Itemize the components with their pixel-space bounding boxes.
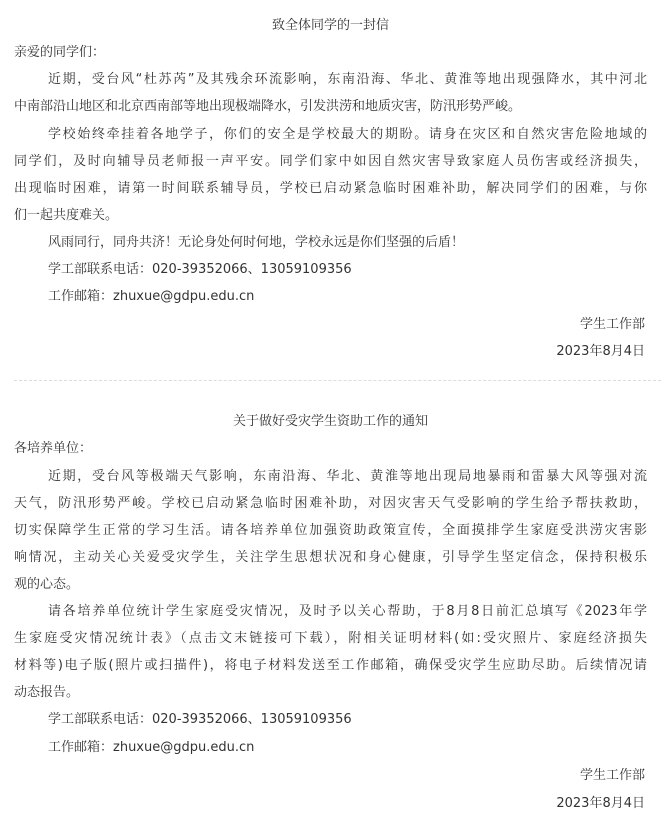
letter-p2-line2: 同学们，及时向辅导员老师报一声平安。同学们家中如因自然灾害导致家庭人员伤害或经济损失，	[14, 154, 647, 169]
section-divider	[14, 380, 661, 381]
notice-p2-line1: 请各培养单位统计学生家庭受灾情况，及时予以关心帮助，于8月8日前汇总填写《2023年学	[48, 604, 647, 619]
notice-signature: 学生工作部	[579, 768, 645, 783]
letter-p2-line3: 出现临时困难，请第一时间联系辅导员，学校已启动紧急临时困难补助，解决同学们的困难，与你	[14, 181, 647, 196]
letter-signature: 学生工作部	[579, 317, 645, 332]
notice-title: 关于做好受灾学生资助工作的通知	[232, 414, 428, 429]
notice-p2-line2: 生家庭受灾情况统计表》（点击文末链接可下载），附相关证明材料(如:受灾照片、家庭经济损失	[14, 631, 647, 646]
notice-salutation: 各培养单位：	[14, 441, 93, 456]
notice-p1-line4: 响情况，主动关心关爱受灾学生，关注学生思想状况和身心健康，引导学生坚定信念，保持积极乐	[14, 550, 647, 565]
letter-title: 致全体同学的一封信	[271, 18, 389, 33]
letter-date: 2023年8月4日	[556, 344, 645, 359]
letter-p2-line4: 们一起共度难关。	[14, 208, 119, 223]
notice-p2-line4: 动态报告。	[14, 685, 80, 700]
notice-p1-line2: 天气，防汛形势严峻。学校已启动紧急临时困难补助，对因灾害天气受影响的学生给予帮扶救助，	[14, 496, 647, 511]
notice-email: 工作邮箱：zhuxue@gdpu.edu.cn	[48, 740, 255, 755]
letter-p1-line1: 近期，受台风“杜苏芮”及其残余环流影响，东南沿海、华北、黄淮等地出现强降水，其中河北	[48, 72, 647, 87]
notice-p1-line3: 切实保障学生正常的学习生活。请各培养单位加强资助政策宣传，全面摸排学生家庭受洪涝灾害影	[14, 523, 647, 538]
letter-salutation: 亲爱的同学们：	[14, 45, 106, 60]
letter-email: 工作邮箱：zhuxue@gdpu.edu.cn	[48, 289, 255, 304]
notice-p2-line3: 材料等)电子版(照片或扫描件)，将电子材料发送至工作邮箱，确保受灾学生应助尽助。后续情况请	[14, 658, 647, 673]
notice-p1-line1: 近期，受台风等极端天气影响，东南沿海、华北、黄淮等地出现局地暴雨和雷暴大风等强对流	[48, 469, 647, 484]
letter-phone: 学工部联系电话：020-39352066、13059109356	[48, 262, 352, 277]
letter-p2-line1: 学校始终牵挂着各地学子，你们的安全是学校最大的期盼。请身在灾区和自然灾害危险地域的	[48, 127, 647, 142]
notice-phone: 学工部联系电话：020-39352066、13059109356	[48, 712, 352, 727]
letter-p1-line2: 中南部沿山地区和北京西南部等地出现极端降水，引发洪涝和地质灾害，防汛形势严峻。	[14, 99, 522, 114]
notice-date: 2023年8月4日	[556, 796, 645, 811]
notice-p1-line5: 观的心态。	[14, 577, 80, 592]
letter-p3: 风雨同行，同舟共济！无论身处何时何地，学校永远是你们坚强的后盾！	[48, 235, 465, 250]
